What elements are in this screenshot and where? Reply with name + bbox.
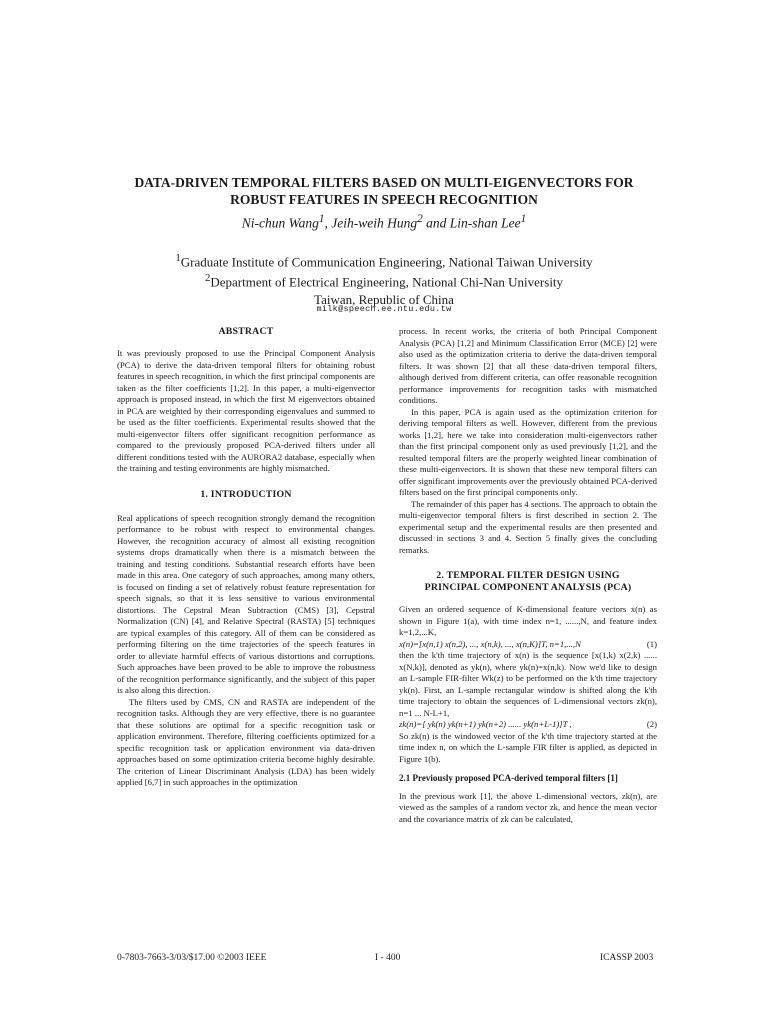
paper-title	[90, 174, 678, 208]
affiliations	[90, 250, 678, 308]
affiliation-1-text: Graduate Institute of Communication Engineering, National Taiwan University	[180, 254, 593, 270]
section-2-paragraph-1: Given an ordered sequence of K-dimensional feature vectors x(n) as shown in Figure 1(a), with time index n=1, ......,N, and feature index k=1,2,...K,	[399, 604, 657, 637]
abstract-heading: ABSTRACT	[218, 326, 274, 337]
author-3-affil: 1	[520, 213, 527, 225]
intro-paragraph-1: Real applications of speech recognition strongly demand the recognition performance to be robust with respect to environmental changes. However, the recognition accuracy of almost all existing recognition systems drops dramatically when there is a mismatch between the training and testing conditions. Substantial research efforts have been made in this area. One category of such approaches, among many others, is focused on finding a set of relatively robust feature representation for speech signals, so that it is less sensitive to various environmental distortions. The Cepstral Mean Subtraction (CMS) [3], Cepstral Normalization (CN) [4], and Relative Spectral (RASTA) [5] techniques are typical examples of this category. All of them can be considered as performing filtering on the time trajectories of the speech features in order to alleviate harmful effects of various distortions and corruptions. Such approaches have been proved to be able to improve the robustness of the recognition performance significantly, and the subject of this paper is also along this direction.	[117, 512, 375, 695]
intro-paragraph-2: The filters used by CMS, CN and RASTA are independent of the recognition tasks. Although they are very effective, there is no guarantee that these solutions are optimal for a specific recognition task or application environment. Therefore, filtering coefficients optimized for a specific recognition task or application environment via data-driven approaches based on some optimization criteria become highly desirable. The criterion of Linear Discriminant Analysis (LDA) has been widely applied [6,7] in such approaches in the optimization	[117, 696, 375, 787]
section-2-heading-line-1: 2. TEMPORAL FILTER DESIGN USING	[436, 570, 620, 581]
author-separator-2: and	[422, 215, 450, 231]
affiliation-1	[90, 250, 678, 270]
right-paragraph-1: process. In recent works, the criteria of both Principal Component Analysis (PCA) [1,2] and Minimum Classification Error (MCE) [2] were also used as the optimization criteria to derive the data-driven temporal filters. It was shown [2] that all these data-driven temporal filters, although derived from different criteria, can offer reasonable recognition performance improvements for recognition tasks with mismatched conditions.	[399, 326, 657, 405]
footer-copyright: 0-7803-7663-3/03/$17.00 ©2003 IEEE	[117, 953, 267, 963]
introduction-heading: 1. INTRODUCTION	[200, 488, 292, 500]
equation-1-number: (1)	[646, 638, 657, 649]
section-2-heading-line-2: PRINCIPAL COMPONENT ANALYSIS (PCA)	[424, 582, 632, 593]
affiliation-2	[90, 270, 678, 290]
equation-2-body: zk(n)=[ yk(n) yk(n+1) yk(n+2) ...... yk(n+L-1)]T ,	[399, 719, 572, 729]
affiliation-3: Taiwan, Republic of China	[314, 291, 454, 307]
contact-email: milk@speech.ee.ntu.edu.tw	[316, 304, 452, 314]
affiliation-2-marker: 2	[204, 272, 211, 285]
equation-2	[399, 719, 657, 731]
footer-page-number: I - 400	[375, 953, 401, 963]
affiliation-1-marker: 1	[175, 252, 181, 264]
equation-1-body: x(n)=[x(n,1) x(n,2), ..., x(n,k), ..., x(n,K)]T, n=1,...,N	[399, 638, 581, 649]
author-2-affil: 2	[417, 213, 423, 225]
title-line-2: ROBUST FEATURES IN SPEECH RECOGNITION	[230, 192, 538, 207]
subsection-2-1-heading: 2.1 Previously proposed PCA-derived temporal filters [1]	[399, 773, 618, 783]
subsection-2-1-paragraph-1: In the previous work [1], the above L-dimensional vectors, zk(n), are viewed as the samples of a random vector zk, and hence the mean vector and the covariance matrix of zk can be calculated,	[399, 790, 657, 824]
equation-1	[399, 639, 657, 651]
left-column	[117, 326, 375, 789]
author-1: Ni-chun Wang	[241, 215, 319, 231]
section-2-heading	[399, 570, 657, 594]
author-separator-1: ,	[324, 215, 332, 231]
affiliation-2-text: Department of Electrical Engineering, National Chi-Nan University	[210, 274, 564, 290]
section-2-paragraph-2: then the k'th time trajectory of x(n) is the sequence [x(1,k) x(2,k) ...... x(N,k)], denoted as yk(n), where yk(n)=x(n,k). Now we'd like to design an L-sample FIR-filter Wk(z) to be performed on the k'th time trajectory yk(n). First, an L-sample rectangular window is shifted along the k'th time trajectory to obtain the sequences of L-dimensional vectors zk(n), n=1 ... N-L+1,	[399, 650, 657, 718]
author-1-affil: 1	[318, 213, 325, 225]
abstract-text: It was previously proposed to use the Principal Component Analysis (PCA) to derive the data-driven temporal filters for obtaining robust features in speech recognition, in which the first principal components are taken as the filter coefficients [1,2]. In this paper, a multi-eigenvector approach is proposed instead, in which the first M eigenvectors obtained in PCA are weighted by their corresponding eigenvalues and summed to be used as the filter coefficients. Experimental results showed that the multi-eigenvector filters offer significant recognition performance as compared to the previously proposed PCA-derived filters under all different conditions tested with the AURORA2 database, especially when the training and testing environments are highly mismatched.	[117, 348, 375, 473]
right-column	[399, 326, 657, 825]
author-list	[90, 213, 678, 232]
section-2-paragraph-3: So zk(n) is the windowed vector of the k'th time trajectory started at the time index n, on which the L-sample FIR filter is applied, as depicted in Figure 1(b).	[399, 730, 657, 764]
title-line-1: DATA-DRIVEN TEMPORAL FILTERS BASED ON MULTI-EIGENVECTORS FOR	[134, 175, 634, 190]
author-2: Jeih-weih Hung	[331, 215, 418, 231]
footer-conference: ICASSP 2003	[600, 953, 654, 963]
right-paragraph-3: The remainder of this paper has 4 sections. The approach to obtain the multi-eigenvector temporal filters is first described in section 2. The experimental setup and the experimental results are then presented and discussed in sections 3 and 4. Section 5 finally gives the concluding remarks.	[399, 498, 657, 555]
author-3: Lin-shan Lee	[449, 215, 521, 231]
equation-2-number: (2)	[646, 719, 657, 729]
right-paragraph-2: In this paper, PCA is again used as the optimization criterion for deriving temporal filters as well. However, different from the previous works [1,2], here we take into consideration multi-eigenvectors rather than the first principal component only as used previously [1,2], and the resulted temporal filters are the properly weighted linear combination of these multi-eigenvectors. It is shown that these new temporal filters can offer significant improvements over the previously obtained PCA-derived filters based on the first principal components only.	[399, 406, 657, 497]
